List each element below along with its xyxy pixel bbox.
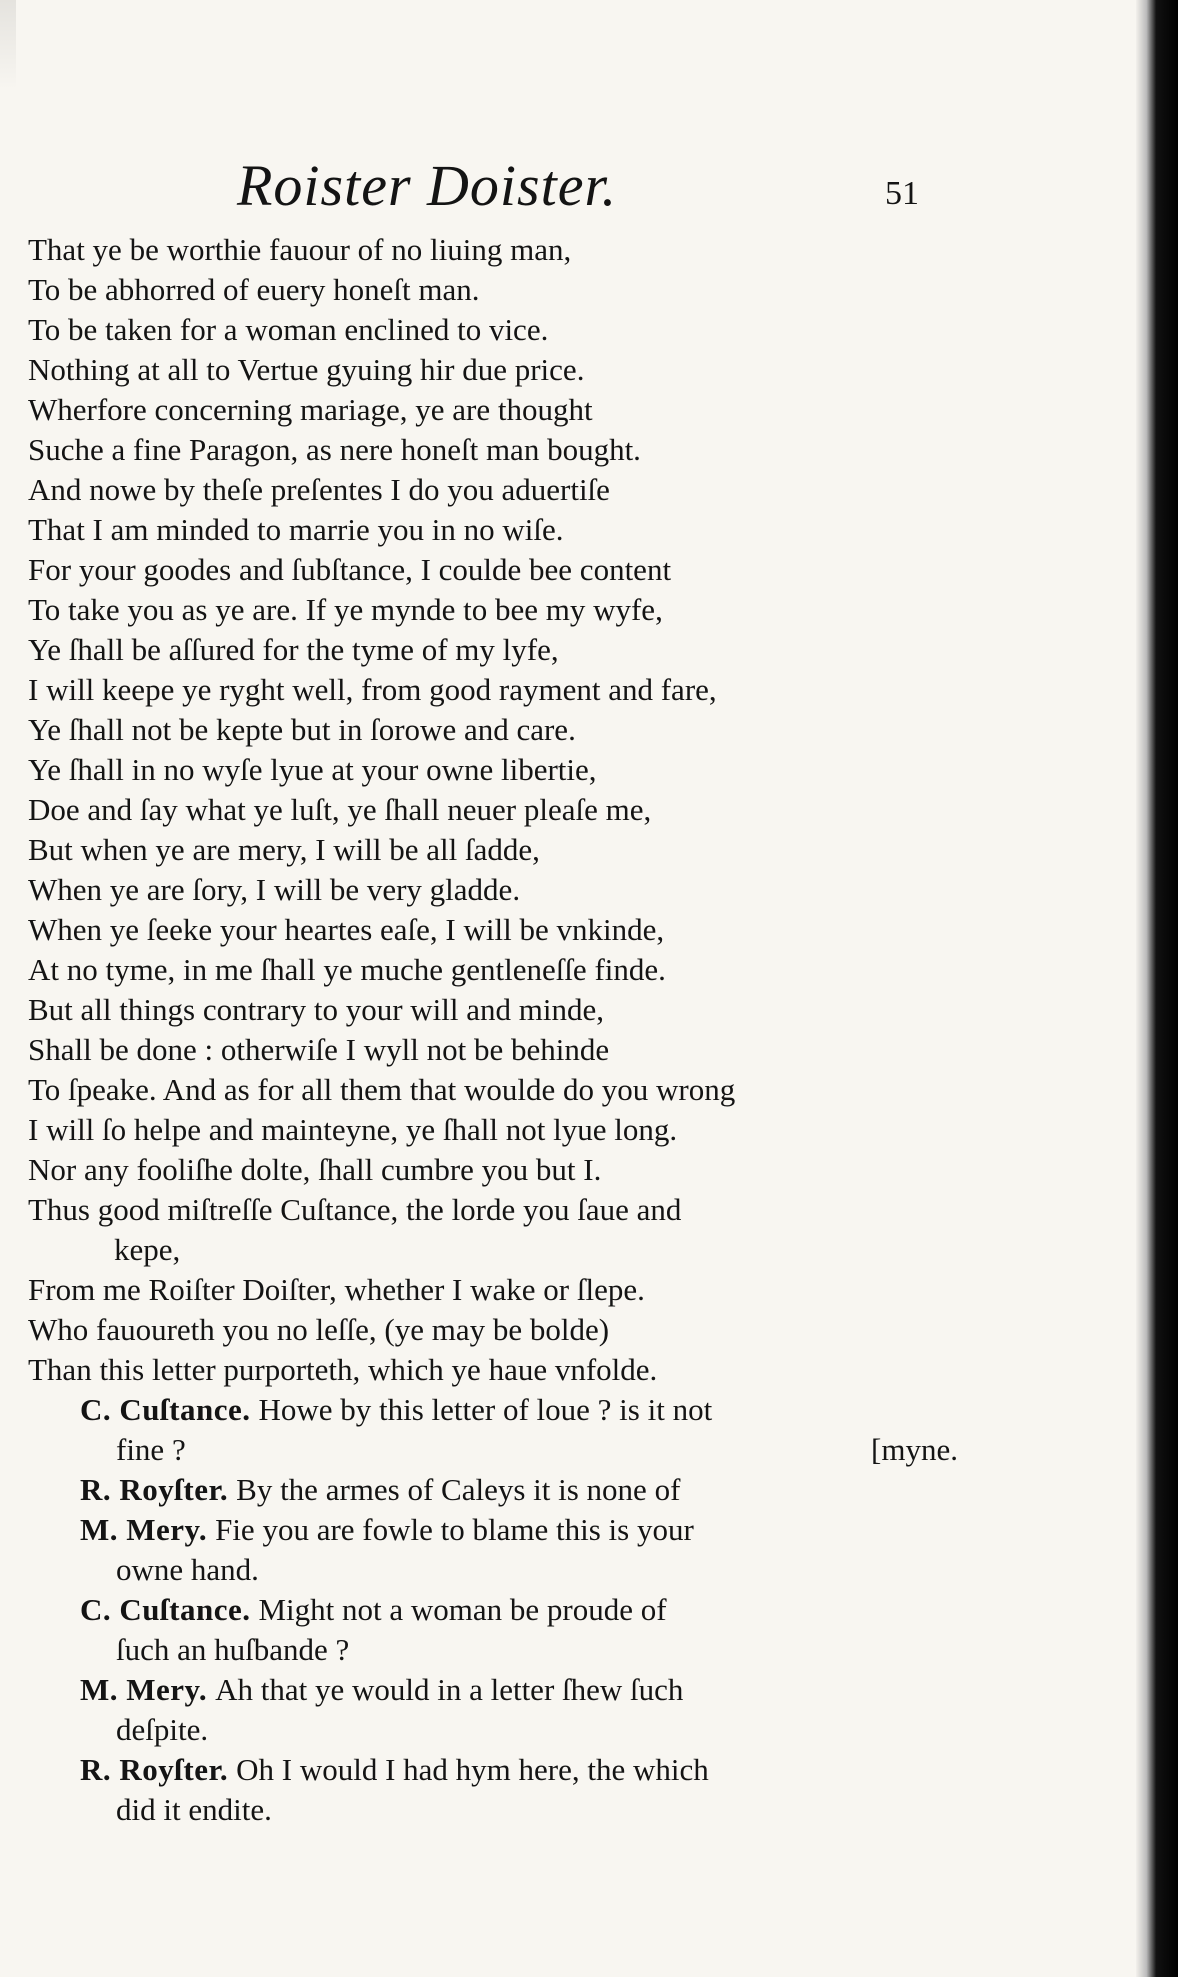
dialogue-line	[28, 1750, 958, 1790]
continuation-text: fine ?	[116, 1432, 186, 1467]
speaker-name: C. Cuſtance.	[80, 1592, 251, 1627]
text-line: Doe and ſay what ye luſt, ye ſhall neuer pleaſe me,	[28, 792, 652, 827]
speaker-name: R. Royſter.	[80, 1472, 229, 1507]
text-line: When ye ſeeke your heartes eaſe, I will be vnkinde,	[28, 912, 665, 947]
dialogue-line	[28, 1670, 958, 1710]
text-line-continuation: kepe,	[114, 1232, 181, 1267]
dialogue-continuation	[28, 1430, 958, 1470]
continuation-text: ſuch an huſbande ?	[116, 1632, 350, 1667]
poem-text	[28, 230, 958, 1830]
text-line: Thus good miſtreſſe Cuſtance, the lorde you ſaue and	[28, 1192, 682, 1227]
text-line: Nothing at all to Vertue gyuing hir due price.	[28, 352, 585, 387]
dialogue-line	[28, 1470, 958, 1510]
continuation-text: did it endite.	[116, 1792, 272, 1827]
text-line: To be abhorred of euery honeſt man.	[28, 272, 480, 307]
dialogue-text: Ah that ye would in a letter ſhew ſuch	[215, 1672, 684, 1707]
text-line: That I am minded to marrie you in no wiſe.	[28, 512, 564, 547]
running-header	[237, 154, 937, 234]
text-line: To take you as ye are. If ye mynde to bee my wyfe,	[28, 592, 663, 627]
text-line: Shall be done : otherwiſe I wyll not be behinde	[28, 1032, 610, 1067]
dialogue-continuation	[28, 1630, 958, 1670]
speaker-name: R. Royſter.	[80, 1752, 229, 1787]
text-line: Ye ſhall in no wyſe lyue at your owne libertie,	[28, 752, 597, 787]
text-line: I will keepe ye ryght well, from good rayment and fare,	[28, 672, 717, 707]
speaker-name: M. Mery.	[80, 1672, 208, 1707]
text-line: To ſpeake. And as for all them that woulde do you wrong	[28, 1072, 736, 1107]
text-line: At no tyme, in me ſhall ye muche gentleneſſe finde.	[28, 952, 666, 987]
dialogue-text: By the armes of Caleys it is none of	[236, 1472, 681, 1507]
text-line: Wherfore concerning mariage, ye are thought	[28, 392, 593, 427]
text-line: Ye ſhall not be kepte but in ſorowe and care.	[28, 712, 576, 747]
text-line: But all things contrary to your will and minde,	[28, 992, 604, 1027]
text-line: From me Roiſter Doiſter, whether I wake or ſlepe.	[28, 1272, 645, 1307]
text-line: And nowe by theſe preſentes I do you aduertiſe	[28, 472, 610, 507]
text-line: Than this letter purporteth, which ye haue vnfolde.	[28, 1352, 658, 1387]
speaker-name: C. Cuſtance.	[80, 1392, 251, 1427]
dialogue-text: Oh I would I had hym here, the which	[236, 1752, 709, 1787]
continuation-text: deſpite.	[116, 1712, 209, 1747]
page-edge-marks	[0, 0, 16, 90]
continuation-right-text: [myne.	[871, 1432, 958, 1467]
text-line: Ye ſhall be aſſured for the tyme of my lyfe,	[28, 632, 559, 667]
text-line: For your goodes and ſubſtance, I coulde bee content	[28, 552, 672, 587]
page-number: 51	[885, 175, 919, 212]
running-title: Roister Doister.	[237, 153, 618, 218]
text-line: Suche a fine Paragon, as nere honeſt man bought.	[28, 432, 641, 467]
speaker-name: M. Mery.	[80, 1512, 208, 1547]
continuation-text: owne hand.	[116, 1552, 259, 1587]
text-line: To be taken for a woman enclined to vice.	[28, 312, 549, 347]
dialogue-continuation	[28, 1550, 958, 1590]
text-line: That ye be worthie fauour of no liuing man,	[28, 232, 572, 267]
page-right-edge-shadow	[1136, 0, 1178, 1977]
dialogue-continuation	[28, 1790, 958, 1830]
text-line: I will ſo helpe and mainteyne, ye ſhall not lyue long.	[28, 1112, 678, 1147]
text-line: When ye are ſory, I will be very gladde.	[28, 872, 521, 907]
dialogue-text: Might not a woman be proude of	[258, 1592, 667, 1627]
dialogue-text: Howe by this letter of loue ? is it not	[258, 1392, 713, 1427]
dialogue-continuation	[28, 1710, 958, 1750]
dialogue-text: Fie you are fowle to blame this is your	[215, 1512, 694, 1547]
dialogue-line	[28, 1390, 958, 1430]
dialogue-line	[28, 1590, 958, 1630]
text-line: Who fauoureth you no leſſe, (ye may be bolde)	[28, 1312, 610, 1347]
dialogue-line	[28, 1510, 958, 1550]
text-line: Nor any fooliſhe dolte, ſhall cumbre you but I.	[28, 1152, 602, 1187]
text-line: But when ye are mery, I will be all ſadde,	[28, 832, 540, 867]
